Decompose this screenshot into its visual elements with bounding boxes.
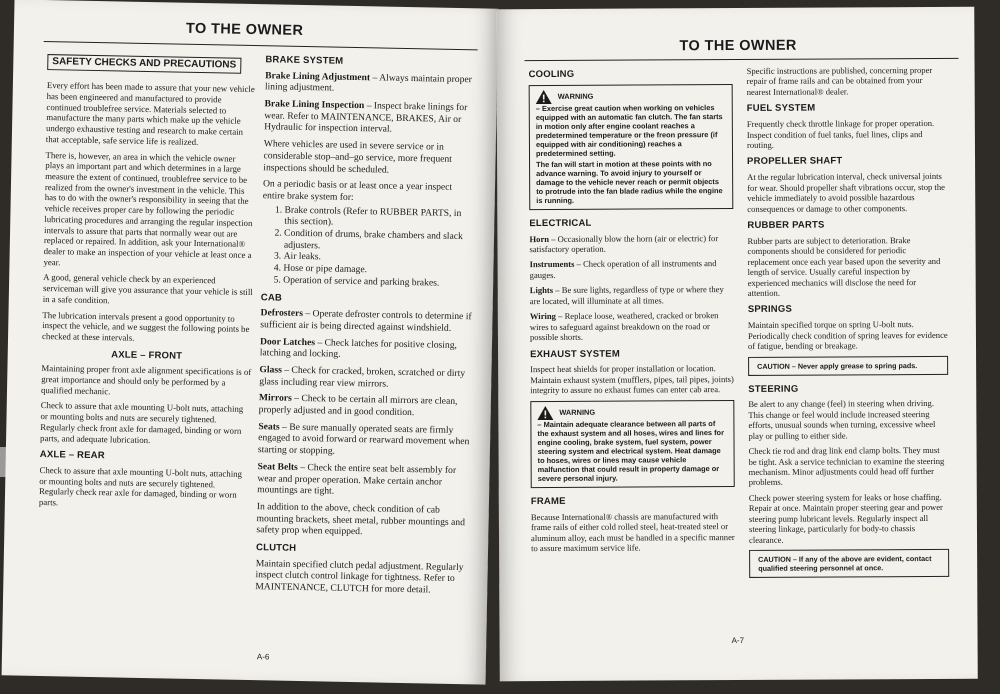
title-rule	[44, 41, 478, 50]
safety-paragraph-3: A good, general vehicle check by an experienced serviceman will give you assurance that your vehicle is still in a safe condition.	[42, 272, 253, 306]
frame-paragraph: Because International® chassis are manufactured with frame rails of either cold rolled steel, heat-treated steel or aluminum alloy, each must be handled in a specific manner to assure maximum service life.	[530, 510, 735, 554]
fuel-heading: FUEL SYSTEM	[746, 103, 816, 115]
safety-paragraph-1: Every effort has been made to assure that your new vehicle has been engineered and manufactured to provide continued troublefree service. Materials selected to manufacture the many parts which make up the vehicle undergo exhaustive testing and research to make certain that acceptable, safe service life is realized.	[45, 80, 255, 147]
springs-caution-box: CAUTION – Never apply grease to spring pads.	[748, 355, 948, 375]
steering-caution-box: CAUTION – If any of the above are evident, contact qualified steering personnel at once.	[749, 549, 949, 578]
brake-list	[261, 204, 475, 290]
left-page	[2, 0, 499, 685]
axle-front-paragraph-2: Check to assure that axle mounting U-bolt nuts, attaching or mounting bolts and nuts are securely tightened. Regularly check front axle for damaged, binding or worn parts, and adequate lubrication.	[40, 400, 244, 445]
exhaust-warning-box	[530, 400, 734, 488]
page-number: A-7	[731, 635, 745, 646]
propeller-heading: PROPELLER SHAFT	[747, 155, 843, 168]
springs-heading: SPRINGS	[747, 304, 793, 316]
cab-seat-belts: Seat Belts – Check the entire seat belt assembly for wear and proper operation. Make certain anchor mountings are tight.	[257, 461, 457, 497]
electrical-wiring: Wiring – Replace loose, weathered, cracked or broken wires to safeguard against breakdown on the road or possible shorts.	[529, 310, 719, 343]
cooling-warning-box	[529, 84, 734, 210]
page-number: A-6	[256, 652, 270, 662]
cab-mirrors: Mirrors – Check to be certain all mirrors are clean, properly adjusted and in good condition.	[258, 392, 458, 419]
clutch-paragraph: Maintain specified clutch pedal adjustment. Regularly inspect clutch control linkage for tightness. Refer to MAINTENANCE, CLUTCH for more detail.	[255, 557, 464, 596]
steering-heading: STEERING	[748, 383, 799, 395]
electrical-instruments: Instruments – Check operation of all instruments and gauges.	[529, 258, 717, 281]
brake-heading: BRAKE SYSTEM	[265, 54, 344, 67]
frame-continued: Specific instructions are published, concerning proper repair of frame rails and can be obtained from your nearest International® dealer.	[746, 64, 933, 97]
exhaust-heading: EXHAUST SYSTEM	[530, 348, 620, 360]
steering-paragraph-1: Be alert to any change (feel) in steering when driving. This change or feel would include increased steering efforts, unusual sounds when turning, excessive wheel play or pulling to either side.	[748, 398, 936, 441]
rubber-paragraph: Rubber parts are subject to deterioration. Brake components should be considered for periodic replacement once each year based upon the severity and length of service. Usually careful inspection by experienced mechanics will disclose the need for attention.	[747, 234, 941, 298]
left-column-2	[255, 48, 478, 602]
brake-periodic: On a periodic basis or at least once a year inspect entire brake system for:	[262, 178, 453, 203]
axle-rear-paragraph: Check to assure that axle mounting U-bolt nuts, attaching or mounting bolts and nuts are securely tightened. Regularly check rear axle for damaged, binding or worn parts.	[38, 464, 243, 508]
right-column-2	[747, 65, 950, 586]
warning-triangle-icon	[536, 90, 552, 104]
safety-heading: SAFETY CHECKS AND PRECAUTIONS	[47, 54, 241, 74]
page-title: TO THE OWNER	[679, 37, 797, 55]
cab-heading: CAB	[260, 291, 283, 304]
warning-text-2: The fan will start in motion at these points with no advance warning. To avoid injury to yourself or damage to the vehicle never reach or permit objects to protrude into the fan blade radius while the engine is running.	[536, 158, 723, 205]
list-item: 4. Hose or pipe damage.	[283, 263, 473, 278]
steering-paragraph-3: Check power steering system for leaks or hose chaffing. Repair at once. Maintain proper steering gear and power steering pump lubricant levels. Regularly inspect all steering linkage, particularly for body-to chassis clearance.	[748, 491, 943, 545]
steering-paragraph-2: Check tie rod and drag link end clamp bolts. They must be tight. Ask a service technician to examine the steering mechanism. Minor adjustments could head off further problems.	[748, 444, 945, 488]
frame-heading: FRAME	[530, 496, 566, 508]
warning-triangle-icon	[537, 406, 553, 420]
list-item: 5. Operation of service and parking brakes.	[283, 274, 473, 289]
springs-paragraph: Maintain specified torque on spring U-bolt nuts. Periodically check condition of spring leaves for evidence of fatigue, bending or breakage.	[747, 319, 948, 351]
brake-severe-service: Where vehicles are used in severe service or in considerable stop–and–go service, more frequent inspections should be scheduled.	[263, 138, 452, 176]
warning-label: WARNING	[557, 91, 594, 101]
cab-addition: In addition to the above, check condition of cab mounting brackets, sheet metal, rubber mountings and safety prop when equipped.	[256, 501, 466, 538]
page-title: TO THE OWNER	[185, 20, 304, 39]
axle-front-heading: AXLE – FRONT	[111, 349, 183, 362]
cab-glass: Glass – Check for cracked, broken, scratched or dirty glass including rear view mirrors.	[259, 364, 466, 390]
axle-rear-heading: AXLE – REAR	[39, 449, 105, 462]
list-item: 3. Air leaks.	[284, 251, 474, 266]
title-rule	[525, 58, 959, 61]
right-column-1	[529, 62, 736, 559]
brake-inspection: Brake Lining Inspection – Inspect brake linings for wear. Refer to MAINTENANCE, BRAKES, Air or Hydraulic for inspection interval.	[264, 98, 468, 136]
list-item: 1. Brake controls (Refer to RUBBER PARTS, in this section).	[284, 204, 474, 231]
list-item: 2. Condition of drums, brake chambers and slack adjusters.	[284, 228, 474, 255]
cooling-heading: COOLING	[528, 68, 575, 81]
exhaust-paragraph: Inspect heat shields for proper installation or location. Maintain exhaust system (mufflers, pipes, tail pipes, joints) integrity to assure no exhaust fumes can enter cab area.	[530, 363, 734, 396]
warning-text: – Exercise great caution when working on vehicles equipped with an automatic fan clutch. The fan starts in motion only after engine coolant reaches a predetermined temperature or the freon pressure (if equipped with air conditioning) reaches a predetermined setting.	[535, 102, 723, 158]
rubber-heading: RUBBER PARTS	[747, 219, 825, 231]
electrical-heading: ELECTRICAL	[529, 217, 592, 230]
fuel-paragraph: Frequently check throttle linkage for proper operation. Inspect condition of fuel tanks, fuel lines, clips and routing.	[746, 117, 935, 150]
cab-seats: Seats – Be sure manually operated seats are firmly engaged to avoid forward or rearward movement when starting or stopping.	[257, 420, 470, 457]
left-column-1	[39, 54, 258, 517]
brake-adjustment: Brake Lining Adjustment – Always maintain proper lining adjustment.	[264, 69, 472, 94]
warning-label: WARNING	[559, 408, 596, 418]
right-page	[496, 7, 978, 681]
axle-front-paragraph-1: Maintaining proper front axle alignment specifications is of great importance and should only be performed by a qualified mechanic.	[40, 363, 252, 397]
cab-door-latches: Door Latches – Check latches for positive closing, latching and locking.	[259, 335, 458, 360]
electrical-horn: Horn – Occasionally blow the horn (air or electric) for satisfactory operation.	[529, 232, 719, 255]
propeller-paragraph: At the regular lubrication interval, check universal joints for wear. Should propeller shaft vibrations occur, stop the vehicle immediately to avoid possible hazardous consequences or damage to other components.	[747, 170, 945, 214]
clutch-heading: CLUTCH	[255, 542, 297, 554]
cab-defrosters: Defrosters – Operate defroster controls to determine if sufficient air is being directed against windshield.	[260, 307, 472, 334]
electrical-lights: Lights – Be sure lights, regardless of type or where they are located, will illuminate at all times.	[529, 284, 724, 307]
safety-paragraph-4: The lubrication intervals present a good opportunity to inspect the vehicle, and we suggest the following points be checked at these intervals.	[41, 309, 250, 343]
safety-paragraph-2: There is, however, an area in which the vehicle owner plays an important part and which determines in a large measure the extent of continued, troublefree service to be realized from the owner's investment in the vehicle. This has to do with the owner's responsibility in seeing that the vehicle receives proper care by following the periodic lubricating procedures and arranging the regular inspection intervals to assure that parts that normally wear out are replaced or repaired. In addition, ask your International® dealer to make an inspection of your vehicle at least once a year.	[43, 149, 253, 268]
warning-text: – Maintain adequate clearance between all parts of the exhaust system and all hoses, wires and lines for engine cooling, brake system, fuel system, power steering system and electrical system. Heat damage to hoses, wires or lines may cause vehicle malfunction that could result in property damage or severe personal injury.	[537, 419, 724, 484]
